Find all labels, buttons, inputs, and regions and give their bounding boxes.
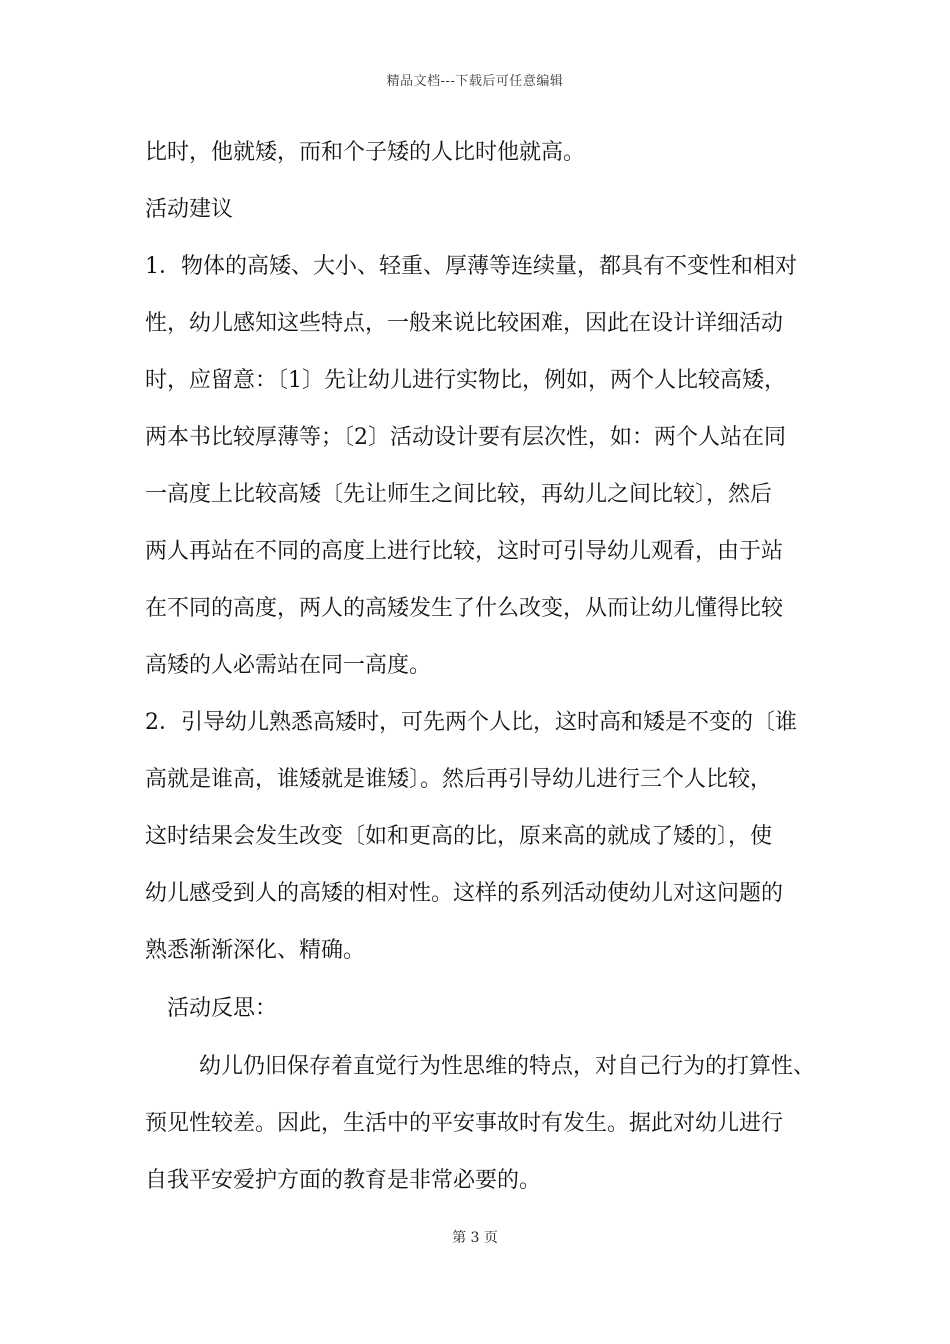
text-line: 两本书比较厚薄等；〔2〕活动设计要有层次性，如：两个人站在同 — [145, 425, 786, 450]
text-line: 自我平安爱护方面的教育是非常必要的。 — [145, 1168, 542, 1193]
text-line: 性，幼儿感知这些特点，一般来说比较困难，因此在设计详细活动 — [145, 311, 784, 336]
text-line: 在不同的高度，两人的高矮发生了什么改变，从而让幼儿懂得比较 — [145, 596, 784, 621]
text-line: 高就是谁高，谁矮就是谁矮〕。然后再引导幼儿进行三个人比较， — [145, 767, 773, 792]
page-header: 精品文档---下载后可任意编辑 — [386, 74, 564, 89]
text-line: 熟悉渐渐深化、精确。 — [145, 938, 366, 963]
section-heading-activity-reflection: 活动反思： — [167, 996, 278, 1021]
text-line: 2．引导幼儿熟悉高矮时，可先两个人比，这时高和矮是不变的〔谁 — [145, 710, 797, 735]
page-number: 第 3 页 — [452, 1230, 498, 1246]
text-line: 幼儿感受到人的高矮的相对性。这样的系列活动使幼儿对这问题的 — [145, 881, 784, 906]
section-heading-activity-suggestions: 活动建议 — [145, 197, 234, 222]
text-line: 这时结果会发生改变〔如和更高的比，原来高的就成了矮的〕，使 — [145, 824, 773, 849]
text-line: 幼儿仍旧保存着直觉行为性思维的特点，对自己行为的打算性、 — [199, 1054, 816, 1079]
text-line: 时，应留意：〔1〕先让幼儿进行实物比，例如，两个人比较高矮， — [145, 368, 786, 393]
text-line: 高矮的人必需站在同一高度。 — [145, 653, 432, 678]
text-line: 一高度上比较高矮〔先让师生之间比较，再幼儿之间比较〕，然后 — [145, 482, 773, 507]
text-line: 两人再站在不同的高度上进行比较，这时可引导幼儿观看，由于站 — [145, 539, 784, 564]
text-line: 比时，他就矮，而和个子矮的人比时他就高。 — [145, 140, 586, 165]
text-line: 预见性较差。因此，生活中的平安事故时有发生。据此对幼儿进行 — [145, 1111, 784, 1136]
text-line: 1．物体的高矮、大小、轻重、厚薄等连续量，都具有不变性和相对 — [145, 254, 797, 279]
